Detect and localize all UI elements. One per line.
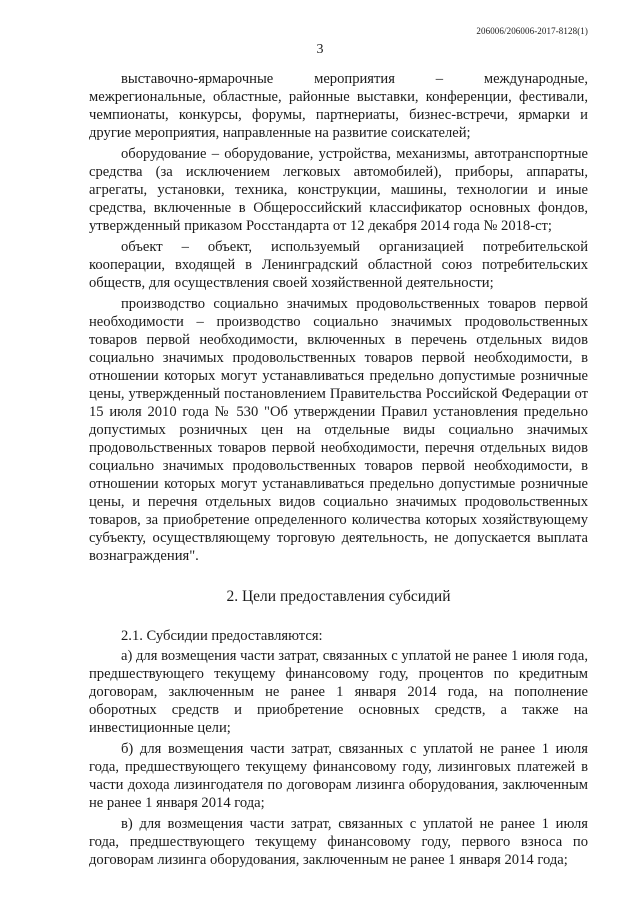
section-heading: 2. Цели предоставления субсидий bbox=[226, 588, 451, 605]
paragraph-production-definition: производство социально значимых продовольственных товаров первой необходимости – производство социально значимых продовольственных товаров первой необходимости, включенных в перечень отдельных видов социально значимых продовольственных товаров первой необходимости, в отношении которых могут устанавливаться предельно допустимые розничные цены, утвержденный постановлением Правительства Российской Федерации от 15 июля 2010 года № 530 "Об утверждении Правил установления предельно допустимых розничных цен на отдельные виды социально значимых продовольственных товаров первой необходимости, перечня отдельных видов социально значимых продовольственных товаров первой необходимости, в отношении которых могут устанавливаться предельно допустимые розничные цены, и перечня отдельных видов социально значимых продовольственных товаров, за приобретение определенного количества которых хозяйствующему субъекту, осуществляющему торговую деятельность, не допускается выплата вознаграждения". bbox=[89, 296, 588, 564]
clause-2-1: 2.1. Субсидии предоставляются: bbox=[121, 628, 323, 644]
paragraph-exhibition-events: выставочно-ярмарочные мероприятия – международные, межрегиональные, областные, районные выставки, конференции, фестивали, чемпионаты, конкурсы, форумы, партнериаты, бизнес-встречи, ярмарки и другие мероприятия, направленные на развитие соискателей; bbox=[89, 71, 588, 141]
page-number: 3 bbox=[316, 42, 324, 57]
paragraph-equipment-definition: оборудование – оборудование, устройства, механизмы, автотранспортные средства (за исключением легковых автомобилей), приборы, аппараты, агрегаты, установки, техника, конструкции, машины, технологии и иные средства, включенные в Общероссийский классификатор основных фондов, утвержденный приказом Росстандарта от 12 декабря 2014 года № 2018-ст; bbox=[89, 146, 588, 234]
clause-a: а) для возмещения части затрат, связанных с уплатой не ранее 1 июля года, предшествующего текущему финансовому году, процентов по кредитным договорам, заключенным не ранее 1 января 2014 года, на пополнение оборотных средств и приобретение основных средств, а также на инвестиционные цели; bbox=[89, 648, 588, 736]
clause-b: б) для возмещения части затрат, связанных с уплатой не ранее 1 июля года, предшествующего текущему финансовому году, лизинговых платежей в части дохода лизингодателя по договорам лизинга оборудования, заключенным не ранее 1 января 2014 года; bbox=[89, 741, 588, 811]
document-id: 206006/206006-2017-8128(1) bbox=[476, 26, 588, 36]
document-body bbox=[89, 70, 588, 869]
paragraph-object-definition: объект – объект, используемый организацией потребительской кооперации, входящей в Ленинградский областной союз потребительских обществ, для осуществления своей хозяйственной деятельности; bbox=[89, 239, 588, 291]
clause-v: в) для возмещения части затрат, связанных с уплатой не ранее 1 июля года, предшествующего текущему финансовому году, первого взноса по договорам лизинга оборудования, заключенным не ранее 1 января 2014 года; bbox=[89, 816, 588, 868]
